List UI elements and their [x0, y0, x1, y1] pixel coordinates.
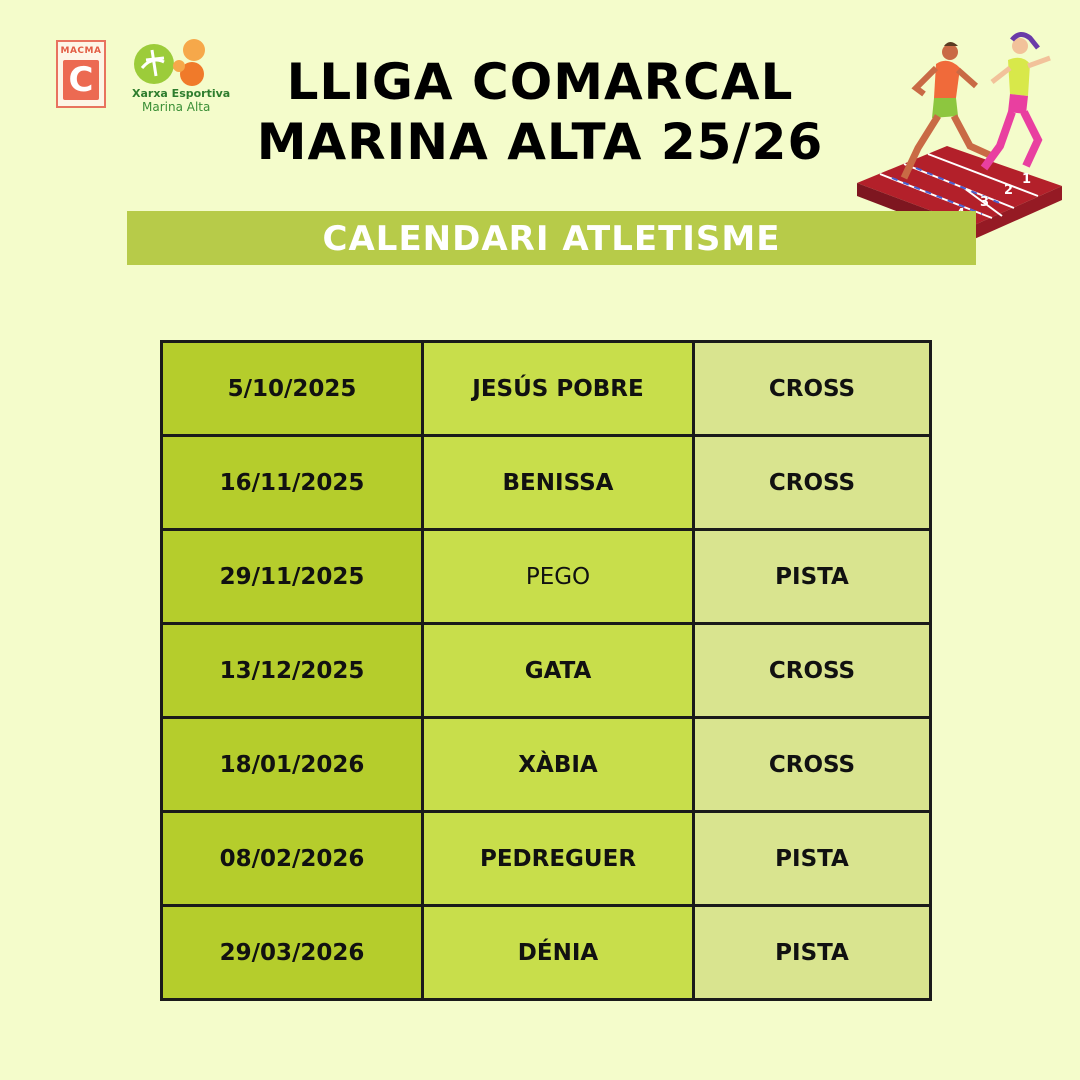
xarxa-logo-line2: Marina Alta — [142, 100, 211, 114]
page-title — [230, 52, 850, 172]
event-date: 29/03/2026 — [162, 906, 423, 1000]
event-place: GATA — [423, 624, 694, 718]
section-banner: CALENDARI ATLETISME — [127, 211, 976, 265]
event-place: PEDREGUER — [423, 812, 694, 906]
macma-logo-letter: C — [63, 60, 99, 100]
table-row — [162, 906, 931, 1000]
table-row — [162, 812, 931, 906]
event-type: PISTA — [694, 530, 931, 624]
table-row — [162, 530, 931, 624]
table-row — [162, 624, 931, 718]
event-type: CROSS — [694, 436, 931, 530]
title-line-1: LLIGA COMARCAL — [286, 53, 794, 111]
table-row — [162, 436, 931, 530]
event-place: JESÚS POBRE — [423, 342, 694, 436]
macma-logo-text: MACMA — [60, 46, 102, 56]
event-type: CROSS — [694, 342, 931, 436]
event-date: 13/12/2025 — [162, 624, 423, 718]
table-row — [162, 342, 931, 436]
event-place: XÀBIA — [423, 718, 694, 812]
title-line-2: MARINA ALTA 25/26 — [256, 113, 824, 171]
event-date: 29/11/2025 — [162, 530, 423, 624]
event-type: PISTA — [694, 906, 931, 1000]
event-place: PEGO — [423, 530, 694, 624]
event-place: DÉNIA — [423, 906, 694, 1000]
event-date: 16/11/2025 — [162, 436, 423, 530]
event-date: 18/01/2026 — [162, 718, 423, 812]
event-type: CROSS — [694, 624, 931, 718]
event-date: 08/02/2026 — [162, 812, 423, 906]
event-type: PISTA — [694, 812, 931, 906]
event-type: CROSS — [694, 718, 931, 812]
table-row — [162, 718, 931, 812]
lane-number-1: 1 — [1022, 172, 1032, 187]
xarxa-esportiva-logo-icon — [130, 38, 231, 116]
lane-number-2: 2 — [1004, 183, 1014, 198]
event-date: 5/10/2025 — [162, 342, 423, 436]
macma-logo-icon — [56, 40, 106, 108]
calendar-table — [160, 340, 932, 1001]
xarxa-logo-line1: Xarxa Esportiva — [132, 87, 231, 100]
lane-number-3: 3 — [980, 195, 990, 210]
event-place: BENISSA — [423, 436, 694, 530]
